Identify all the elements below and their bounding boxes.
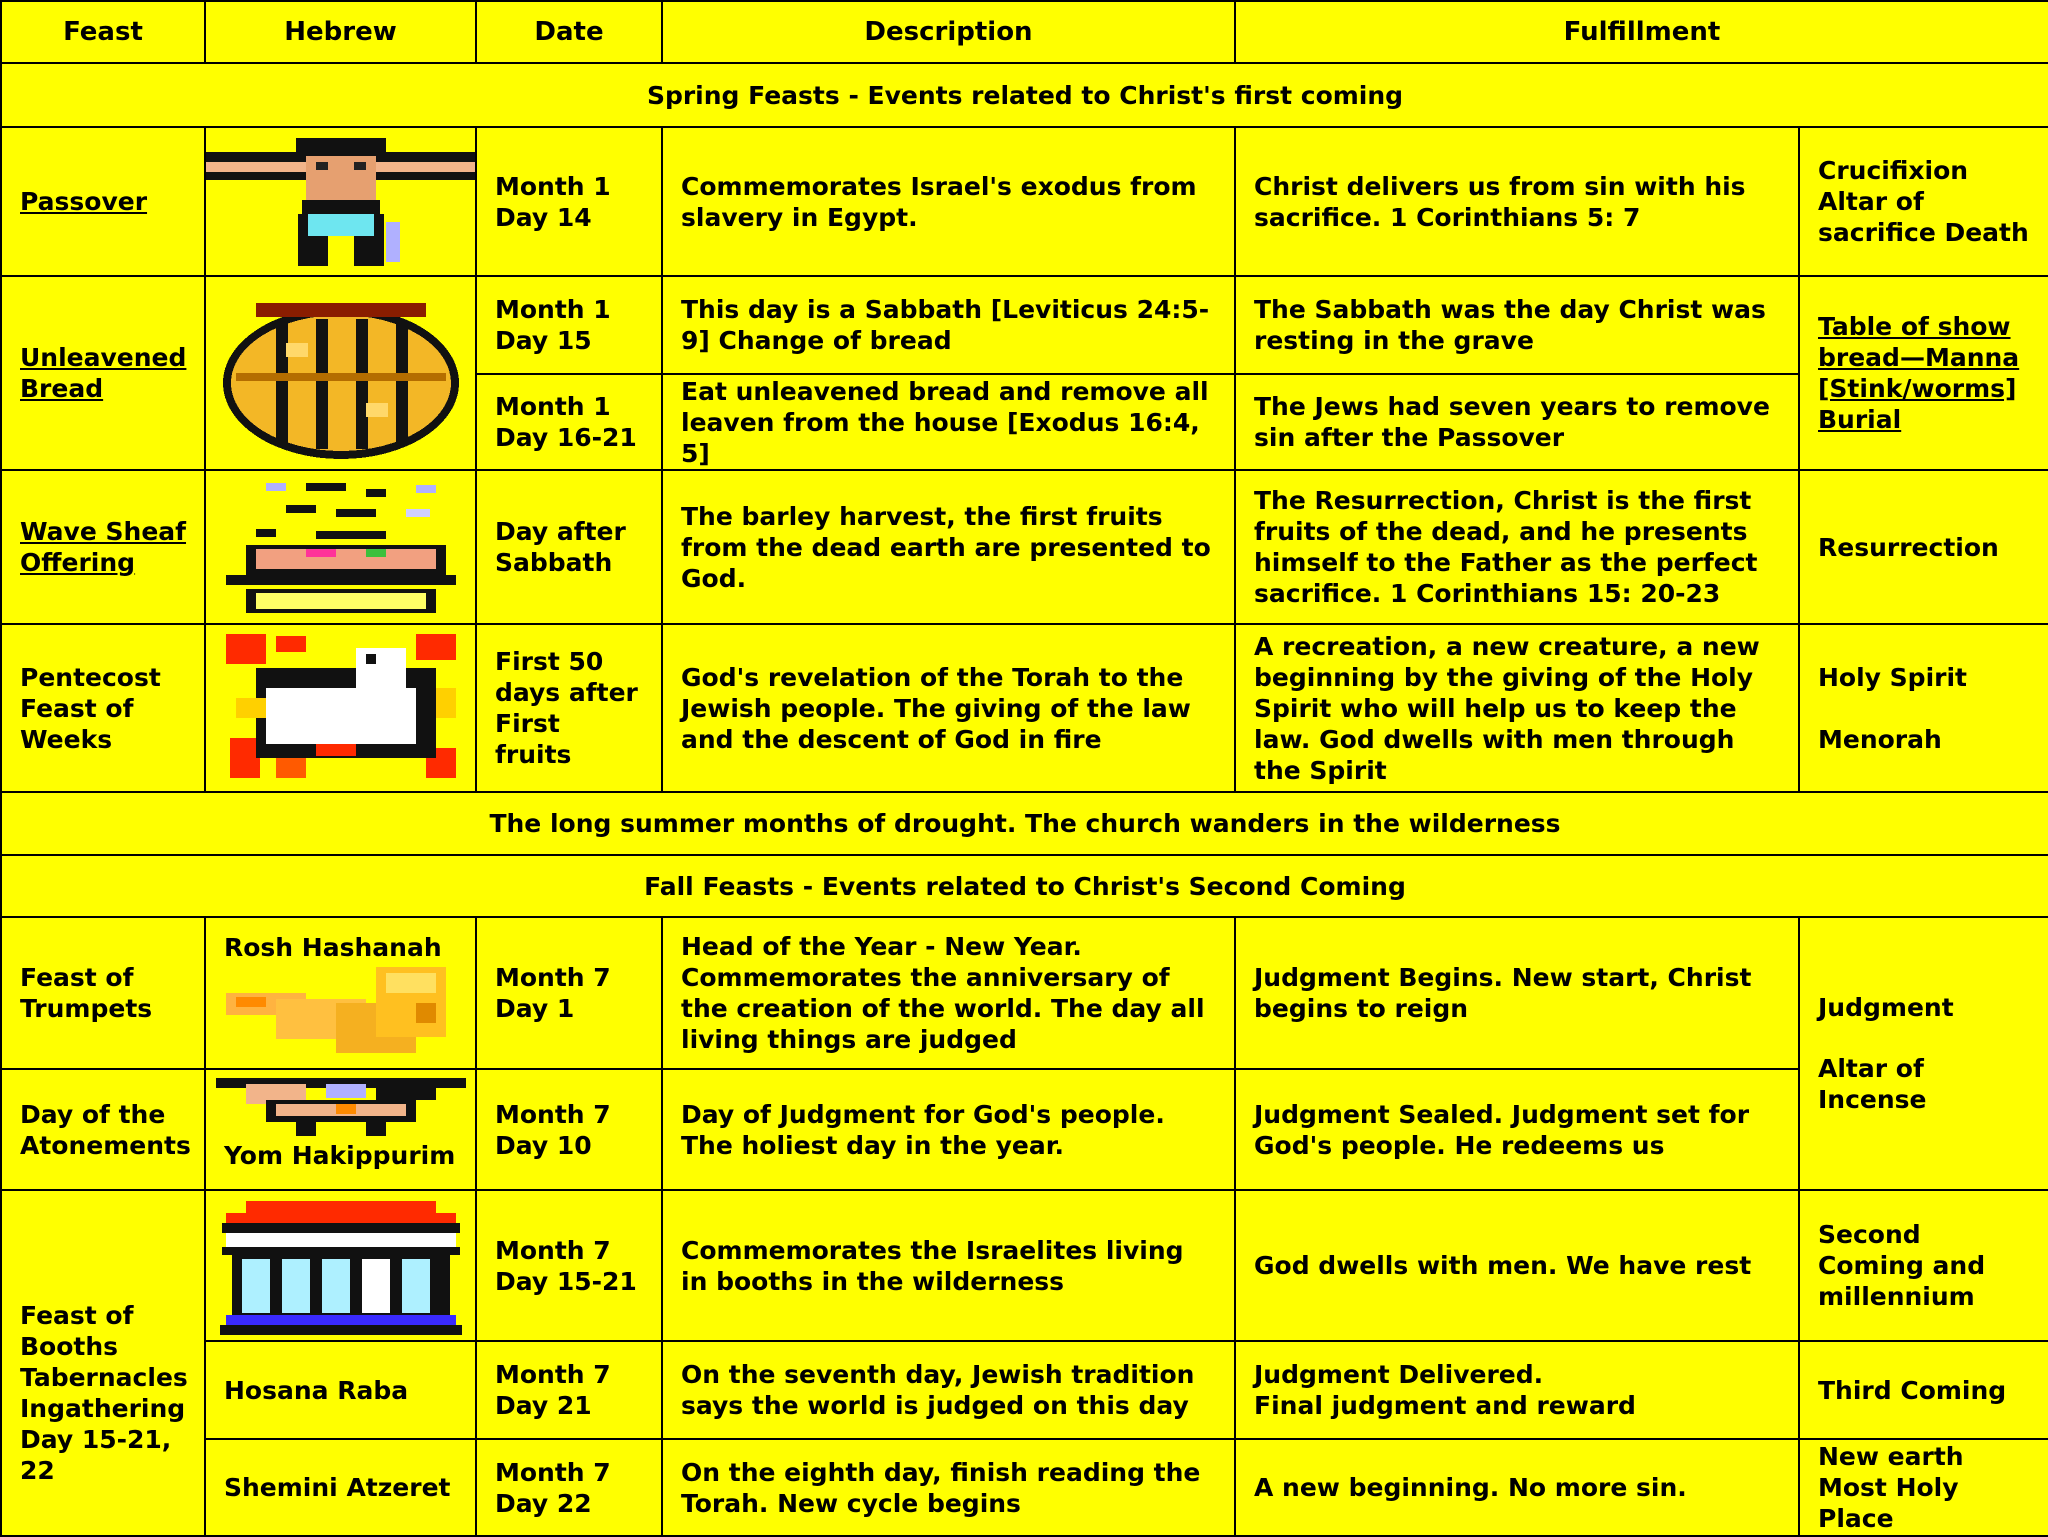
fulfillment-wavesheaf: The Resurrection, Christ is the first fruits of the dead, and he presents himself to the Father as the perfect sacrifice. 1 Corinthians 15: 20-23 <box>1235 470 1799 624</box>
feast-link-passover[interactable]: Passover <box>20 187 148 216</box>
fall-banner-row <box>1 855 2048 917</box>
fulfillment-passover: Christ delivers us from sin with his sacrifice. 1 Corinthians 5: 7 <box>1235 127 1799 276</box>
hebrew-hosana: Hosana Raba <box>205 1341 476 1439</box>
feast-link-unleavened[interactable]: Unleavened Bread <box>20 343 187 403</box>
fulfillment-hosana: Judgment Delivered. Final judgment and reward <box>1235 1341 1799 1439</box>
header-description: Description <box>662 1 1235 63</box>
description-booths: Commemorates the Israelites living in booths in the wilderness <box>662 1190 1235 1341</box>
hebrew-label-atonement: Yom Hakippurim <box>224 1141 456 1170</box>
date-trumpets: Month 7 Day 1 <box>476 917 662 1069</box>
date-pentecost: First 50 days after First fruits <box>476 624 662 792</box>
date-unleavened-b: Month 1 Day 16-21 <box>476 374 662 470</box>
table-row <box>1 127 2048 276</box>
feast-booths: Feast of Booths Tabernacles Ingathering Day 15-21, 22 <box>1 1190 205 1536</box>
type-trumpets-b: Altar of Incense <box>1818 1054 1927 1114</box>
description-pentecost: God's revelation of the Torah to the Jewish people. The giving of the law and the descent of God in fire <box>662 624 1235 792</box>
table-row <box>1 1069 2048 1190</box>
fulfillment-trumpets: Judgment Begins. New start, Christ begins to reign <box>1235 917 1799 1069</box>
fulfillment-atonement: Judgment Sealed. Judgment set for God's people. He redeems us <box>1235 1069 1799 1190</box>
scapegoat-icon <box>216 1070 466 1140</box>
summer-banner: The long summer months of drought. The church wanders in the wilderness <box>1 792 2048 855</box>
date-atonement: Month 7 Day 10 <box>476 1069 662 1190</box>
header-fulfillment: Fulfillment <box>1235 1 2048 63</box>
description-unleavened-b: Eat unleavened bread and remove all leaven from the house [Exodus 16:4, 5] <box>662 374 1235 470</box>
hebrew-shemini: Shemini Atzeret <box>205 1439 476 1536</box>
date-hosana: Month 7 Day 21 <box>476 1341 662 1439</box>
type-shemini: New earth Most Holy Place <box>1799 1439 2048 1536</box>
type-trumpets-a: Judgment <box>1818 993 1954 1022</box>
fulfillment-unleavened-a: The Sabbath was the day Christ was resting in the grave <box>1235 276 1799 374</box>
table-row <box>1 470 2048 624</box>
spring-banner-row <box>1 63 2048 127</box>
description-atonement: Day of Judgment for God's people. The holiest day in the year. <box>662 1069 1235 1190</box>
type-link-unleavened[interactable]: Table of show bread—Manna [Stink/worms] Burial <box>1818 312 2020 434</box>
hebrew-label-trumpets: Rosh Hashanah <box>224 933 442 962</box>
fulfillment-booths: God dwells with men. We have rest <box>1235 1190 1799 1341</box>
header-date: Date <box>476 1 662 63</box>
hebrew-atonement <box>205 1069 476 1190</box>
table-row <box>1 624 2048 792</box>
description-unleavened-a: This day is a Sabbath [Leviticus 24:5-9] Change of bread <box>662 276 1235 374</box>
bread-icon <box>205 276 476 470</box>
date-shemini: Month 7 Day 22 <box>476 1439 662 1536</box>
feast-trumpets: Feast of Trumpets <box>1 917 205 1069</box>
description-hosana: On the seventh day, Jewish tradition says the world is judged on this day <box>662 1341 1235 1439</box>
table-row <box>1 1341 2048 1439</box>
temple-icon <box>205 1190 476 1341</box>
feast-pentecost: Pentecost Feast of Weeks <box>1 624 205 792</box>
table-row <box>1 1190 2048 1341</box>
header-row <box>1 1 2048 63</box>
hebrew-trumpets <box>205 917 476 1069</box>
shofar-icon <box>216 963 466 1063</box>
fall-banner: Fall Feasts - Events related to Christ's Second Coming <box>1 855 2048 917</box>
summer-banner-row <box>1 792 2048 855</box>
crucifix-icon <box>205 127 476 276</box>
spring-banner: Spring Feasts - Events related to Christ's first coming <box>1 63 2048 127</box>
fulfillment-unleavened-b: The Jews had seven years to remove sin after the Passover <box>1235 374 1799 470</box>
table-row <box>1 276 2048 374</box>
description-shemini: On the eighth day, finish reading the Torah. New cycle begins <box>662 1439 1235 1536</box>
feast-passover <box>1 127 205 276</box>
wave-sheaf-icon <box>205 470 476 624</box>
description-passover: Commemorates Israel's exodus from slavery in Egypt. <box>662 127 1235 276</box>
feast-link-wavesheaf[interactable]: Wave Sheaf Offering <box>20 517 187 577</box>
type-wavesheaf: Resurrection <box>1799 470 2048 624</box>
type-unleavened <box>1799 276 2048 470</box>
feast-unleavened <box>1 276 205 470</box>
date-passover: Month 1 Day 14 <box>476 127 662 276</box>
dove-fire-icon <box>205 624 476 792</box>
table-row <box>1 1439 2048 1536</box>
feast-atonement: Day of the Atonements <box>1 1069 205 1190</box>
type-passover: Crucifixion Altar of sacrifice Death <box>1799 127 2048 276</box>
description-wavesheaf: The barley harvest, the first fruits from the dead earth are presented to God. <box>662 470 1235 624</box>
type-booths: Second Coming and millennium <box>1799 1190 2048 1341</box>
type-hosana: Third Coming <box>1799 1341 2048 1439</box>
header-feast: Feast <box>1 1 205 63</box>
type-pentecost-b: Menorah <box>1818 724 1942 754</box>
table-row <box>1 917 2048 1069</box>
header-hebrew: Hebrew <box>205 1 476 63</box>
feast-wavesheaf <box>1 470 205 624</box>
type-trumpets <box>1799 917 2048 1190</box>
description-trumpets: Head of the Year - New Year. Commemorates the anniversary of the creation of the world. The day all living things are judged <box>662 917 1235 1069</box>
fulfillment-pentecost: A recreation, a new creature, a new beginning by the giving of the Holy Spirit who will help us to keep the law. God dwells with men through the Spirit <box>1235 624 1799 792</box>
type-pentecost <box>1799 624 2048 792</box>
date-wavesheaf: Day after Sabbath <box>476 470 662 624</box>
type-pentecost-a: Holy Spirit <box>1818 662 1967 692</box>
date-unleavened-a: Month 1 Day 15 <box>476 276 662 374</box>
fulfillment-shemini: A new beginning. No more sin. <box>1235 1439 1799 1536</box>
date-booths: Month 7 Day 15-21 <box>476 1190 662 1341</box>
